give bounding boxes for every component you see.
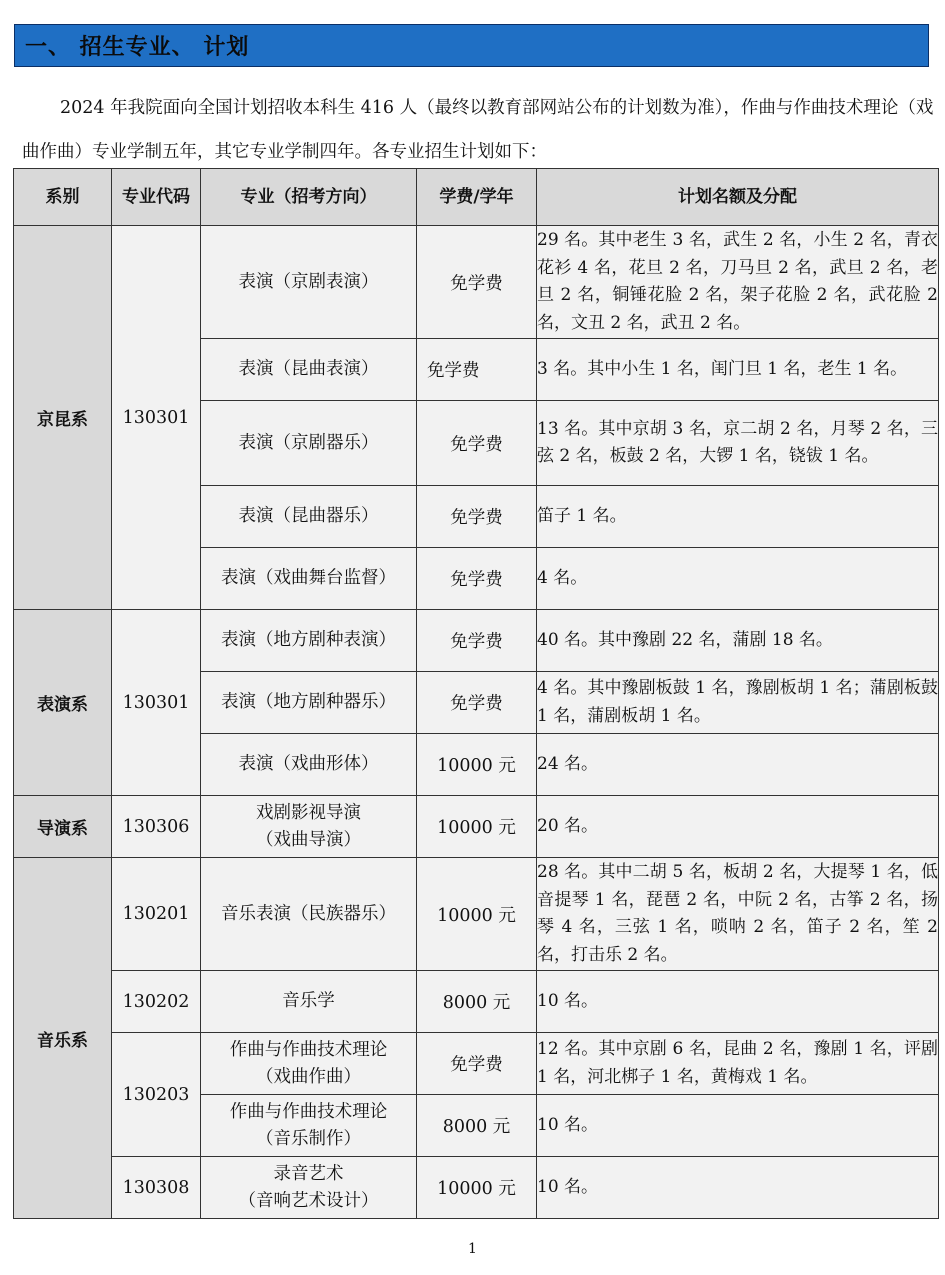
enrollment-plan-table <box>13 168 939 1219</box>
fee-cell: 10000 元 <box>417 796 537 858</box>
fee-cell: 免学费 <box>417 401 537 486</box>
major-cell: 音乐表演（民族器乐） <box>201 858 417 971</box>
fee-cell: 8000 元 <box>417 971 537 1033</box>
major-cell <box>201 1095 417 1157</box>
table-row <box>14 971 939 1033</box>
major-cell <box>201 1157 417 1219</box>
major-cell: 表演（京剧表演） <box>201 226 417 339</box>
code-cell: 130301 <box>112 610 201 796</box>
fee-cell: 免学费 <box>417 1033 537 1095</box>
section-header <box>14 24 929 67</box>
major-line: 作曲与作曲技术理论 <box>229 1039 388 1060</box>
dept-cell: 音乐系 <box>14 858 112 1219</box>
dept-cell: 表演系 <box>14 610 112 796</box>
major-line: （音响艺术设计） <box>238 1190 379 1211</box>
intro-paragraph: 2024 年我院面向全国计划招收本科生 416 人（最终以教育部网站公布的计划数为准），作曲与作曲技术理论（戏曲作曲）专业学制五年，其它专业学制四年。各专业招生计划如下： <box>22 98 934 162</box>
fee-cell: 免学费 <box>417 339 537 401</box>
plan-cell: 4 名。 <box>537 548 939 610</box>
fee-cell: 免学费 <box>417 226 537 339</box>
major-cell: 表演（地方剧种器乐） <box>201 672 417 734</box>
fee-cell: 免学费 <box>417 610 537 672</box>
plan-cell: 28 名。其中二胡 5 名，板胡 2 名，大提琴 1 名，低音提琴 1 名，琵琶 2 名，中阮 2 名，古筝 2 名，扬琴 4 名，三弦 1 名，唢呐 2 名，笛子 2 名，笙 2 名，打击乐 2 名。 <box>537 858 939 971</box>
plan-cell: 笛子 1 名。 <box>537 486 939 548</box>
table-header-row <box>14 169 939 226</box>
code-cell: 130301 <box>112 226 201 610</box>
header-fee: 学费/学年 <box>417 169 537 226</box>
plan-cell: 13 名。其中京胡 3 名，京二胡 2 名，月琴 2 名，三弦 2 名，板鼓 2 名，大锣 1 名，铙钹 1 名。 <box>537 401 939 486</box>
major-line: 戏剧影视导演 <box>256 802 361 823</box>
fee-cell: 10000 元 <box>417 1157 537 1219</box>
major-cell: 表演（京剧器乐） <box>201 401 417 486</box>
plan-cell: 29 名。其中老生 3 名，武生 2 名，小生 2 名，青衣花衫 4 名，花旦 2 名，刀马旦 2 名，武旦 2 名，老旦 2 名，铜锤花脸 2 名，架子花脸 2 名，武花脸 2 名，文丑 2 名，武丑 2 名。 <box>537 226 939 339</box>
code-cell: 130201 <box>112 858 201 971</box>
table-row <box>14 1033 939 1095</box>
dept-cell: 导演系 <box>14 796 112 858</box>
plan-cell: 10 名。 <box>537 1095 939 1157</box>
plan-cell: 4 名。其中豫剧板鼓 1 名，豫剧板胡 1 名；蒲剧板鼓 1 名，蒲剧板胡 1 名。 <box>537 672 939 734</box>
dept-cell: 京昆系 <box>14 226 112 610</box>
major-cell: 表演（戏曲舞台监督） <box>201 548 417 610</box>
fee-cell: 免学费 <box>417 486 537 548</box>
table-row <box>14 796 939 858</box>
fee-cell: 免学费 <box>417 672 537 734</box>
fee-cell: 8000 元 <box>417 1095 537 1157</box>
major-line: （戏曲导演） <box>256 829 361 850</box>
plan-cell: 10 名。 <box>537 1157 939 1219</box>
major-cell: 表演（昆曲表演） <box>201 339 417 401</box>
major-cell: 表演（戏曲形体） <box>201 734 417 796</box>
fee-cell: 10000 元 <box>417 734 537 796</box>
code-cell: 130202 <box>112 971 201 1033</box>
major-line: （音乐制作） <box>256 1128 361 1149</box>
table-row <box>14 226 939 339</box>
header-code: 专业代码 <box>112 169 201 226</box>
plan-cell: 20 名。 <box>537 796 939 858</box>
major-cell <box>201 1033 417 1095</box>
code-cell: 130306 <box>112 796 201 858</box>
header-major: 专业（招考方向） <box>201 169 417 226</box>
code-cell: 130203 <box>112 1033 201 1157</box>
major-cell: 表演（昆曲器乐） <box>201 486 417 548</box>
table-row <box>14 1157 939 1219</box>
major-cell: 音乐学 <box>201 971 417 1033</box>
header-dept: 系别 <box>14 169 112 226</box>
fee-cell: 免学费 <box>417 548 537 610</box>
header-plan: 计划名额及分配 <box>537 169 939 226</box>
plan-cell: 24 名。 <box>537 734 939 796</box>
plan-cell: 40 名。其中豫剧 22 名，蒲剧 18 名。 <box>537 610 939 672</box>
page-number: 1 <box>468 1241 477 1257</box>
section-title: 一、 招生专业、 计划 <box>25 35 250 60</box>
fee-cell: 10000 元 <box>417 858 537 971</box>
plan-cell: 3 名。其中小生 1 名，闺门旦 1 名，老生 1 名。 <box>537 339 939 401</box>
major-line: 录音艺术 <box>273 1163 344 1184</box>
plan-cell: 12 名。其中京剧 6 名，昆曲 2 名，豫剧 1 名，评剧 1 名，河北梆子 1 名，黄梅戏 1 名。 <box>537 1033 939 1095</box>
table-row <box>14 610 939 672</box>
major-line: （戏曲作曲） <box>256 1066 361 1087</box>
major-cell <box>201 796 417 858</box>
major-cell: 表演（地方剧种表演） <box>201 610 417 672</box>
major-line: 作曲与作曲技术理论 <box>229 1101 388 1122</box>
table-row <box>14 858 939 971</box>
plan-cell: 10 名。 <box>537 971 939 1033</box>
code-cell: 130308 <box>112 1157 201 1219</box>
